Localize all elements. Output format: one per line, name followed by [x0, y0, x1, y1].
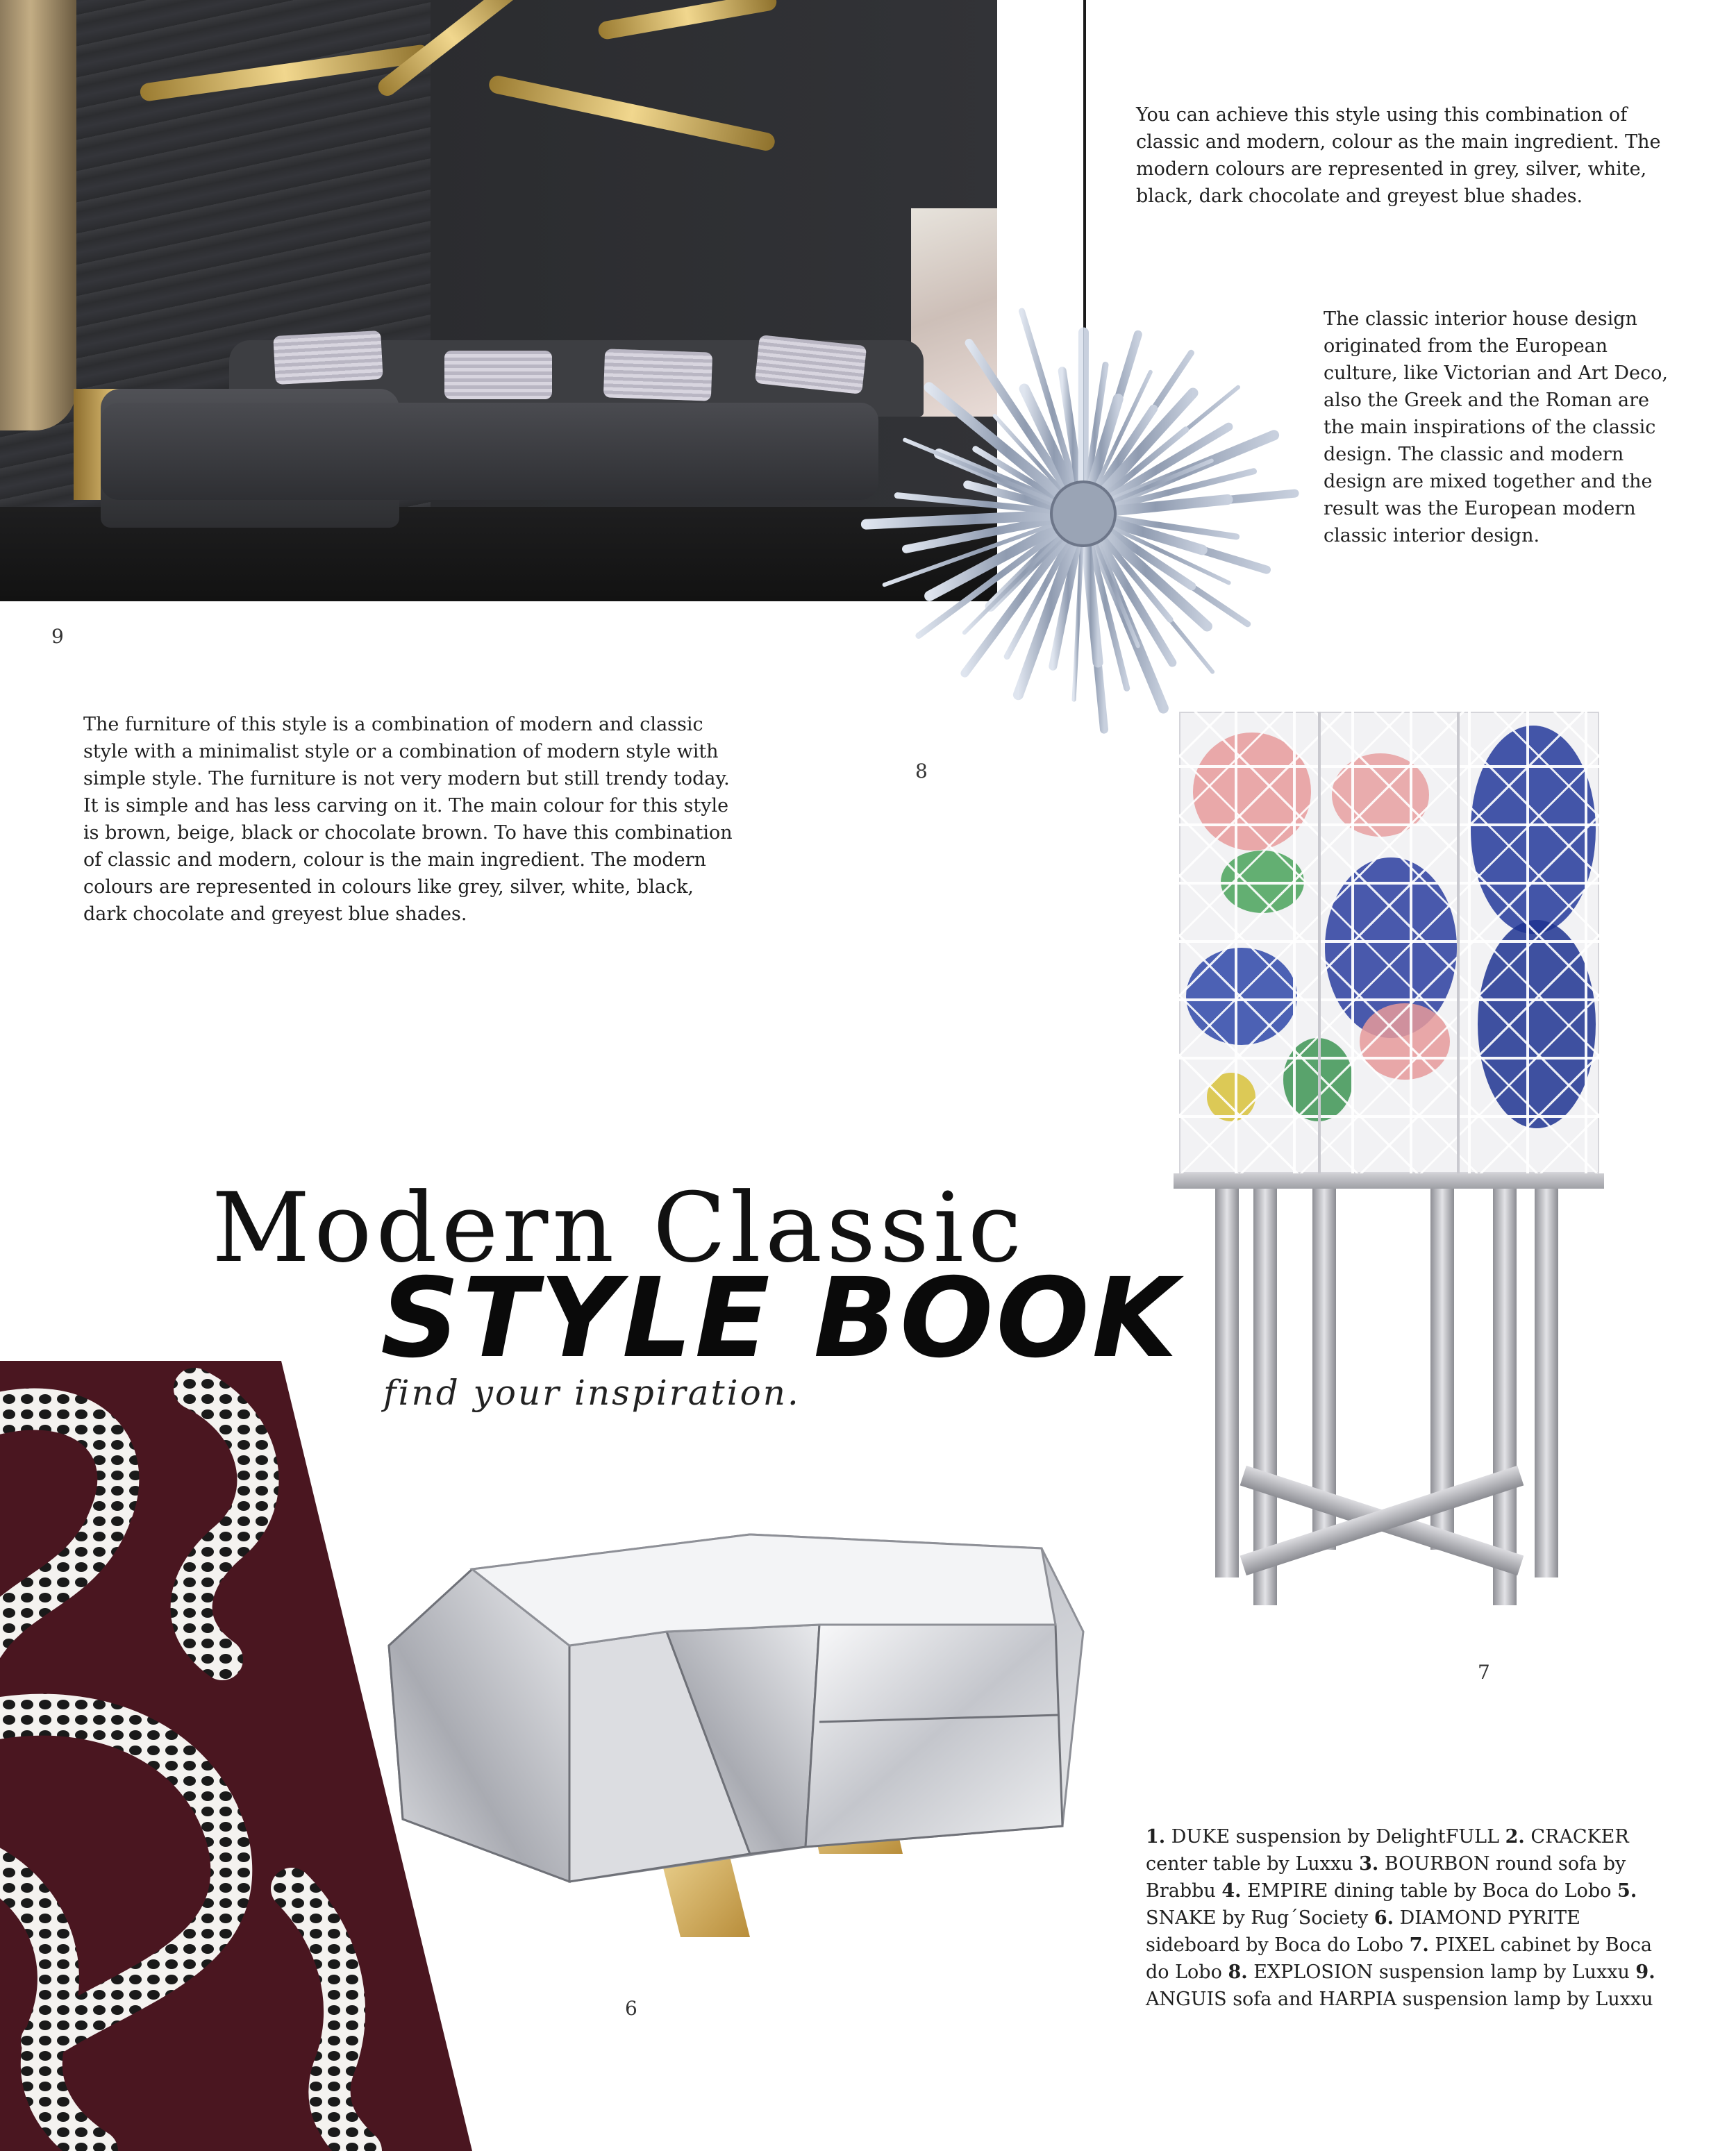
credit-number: 5. [1617, 1880, 1637, 1902]
figure-number-8: 8 [915, 760, 928, 782]
title-style-book: STYLE BOOK [381, 1255, 1180, 1382]
photo-diamond-sideboard [361, 1493, 1139, 1979]
credit-text: DIAMOND PYRITE sideboard by Boca do Lobo [1146, 1907, 1580, 1956]
credit-text: PIXEL cabinet by Boca do Lobo [1146, 1934, 1653, 1983]
credit-text: SNAKE by Rug´Society [1146, 1907, 1374, 1929]
figure-number-9: 9 [51, 625, 64, 648]
furniture-paragraph: The furniture of this style is a combination of modern and classic style with a minimalist style or a combination of modern style with simple style. The furniture is not very modern but still trendy today. It is simple and has less carving on it. The main colour for this style is brown, beige, black or chocolate brown. To have this combination of classic and modern, colour is the main ingredient. The modern colours are represented in colours like grey, silver, white, black, dark chocolate and greyest blue shades. [83, 714, 733, 925]
credit-text: CRACKER center table by Luxxu [1146, 1826, 1629, 1875]
intro-paragraph: You can achieve this style using this combination of classic and modern, colour as the main ingredient. The modern colours are represented in grey, silver, white, black, dark chocolate and greyest blue shades. [1136, 104, 1661, 207]
credit-text: EMPIRE dining table by Boca do Lobo [1241, 1880, 1618, 1902]
title-tagline: find your inspiration. [383, 1373, 801, 1413]
title-modern-classic: Modern Classic [212, 1172, 1026, 1284]
credit-number: 7. [1409, 1934, 1429, 1956]
credit-number: 1. [1146, 1826, 1166, 1848]
photo-pixel-cabinet [1174, 712, 1604, 1621]
credit-number: 9. [1635, 1961, 1655, 1983]
classic-design-paragraph: The classic interior house design originated from the European culture, like Victorian and Art Deco, also the Greek and the Roman are the main inspirations of the classic design. The classic and modern design are mixed together and the result was the European modern classic interior design. [1324, 308, 1668, 546]
credit-number: 3. [1359, 1853, 1379, 1875]
credit-text: DUKE suspension by DelightFULL [1165, 1826, 1505, 1848]
credit-number: 6. [1374, 1907, 1394, 1929]
credit-text: EXPLOSION suspension lamp by Luxxu [1247, 1961, 1636, 1983]
credit-number: 4. [1221, 1880, 1242, 1902]
credit-number: 8. [1228, 1961, 1248, 1983]
credit-text: BOURBON round sofa by Brabbu [1146, 1853, 1626, 1902]
product-credits [1146, 1823, 1660, 2013]
figure-number-7: 7 [1478, 1661, 1490, 1684]
credit-text: ANGUIS sofa and HARPIA suspension lamp by Luxxu [1146, 1989, 1653, 2010]
credit-number: 2. [1505, 1826, 1525, 1848]
figure-number-6: 6 [625, 1997, 637, 2020]
